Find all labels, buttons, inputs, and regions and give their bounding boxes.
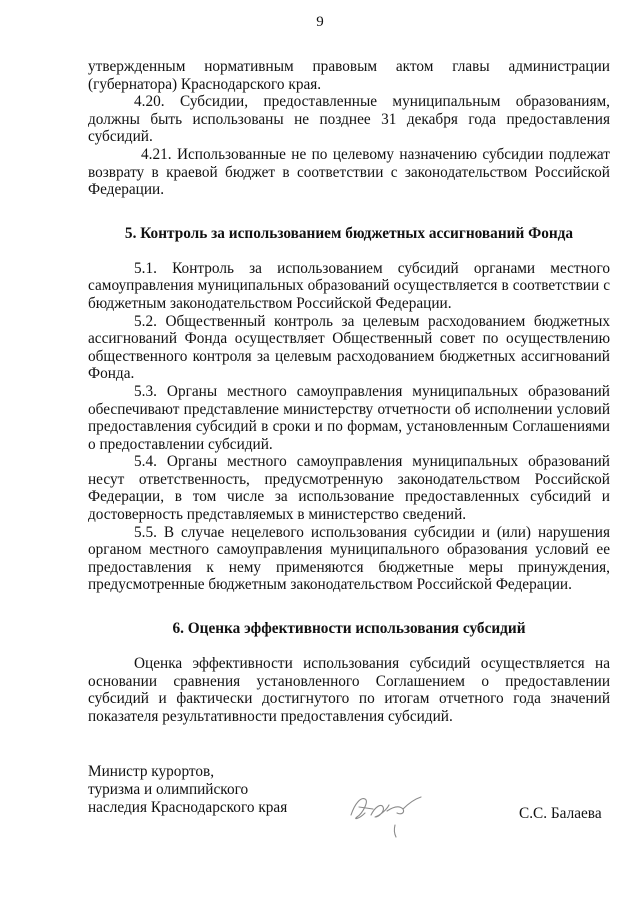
paragraph-5-2: 5.2. Общественный контроль за целевым расходованием бюджетных ассигнований Фонда осуществляет Общественный совет по осуществлению общественного контроля за целевым расходованием бюджетных ассигнований Фонда. [88,312,610,383]
document-body [88,58,610,725]
paragraph-6: Оценка эффективности использования субсидий осуществляется на основании сравнения установленного Соглашением о предоставлении субсидий и фактически достигнутого по итогам отчетного года значений показателя результативности предоставления субсидий. [88,655,610,725]
handwritten-signature [345,785,435,840]
signatory-position-line: Министр курортов, [88,763,215,780]
signatory-position [88,763,287,817]
section-5-title: 5. Контроль за использованием бюджетных ассигнований Фонда [124,224,574,242]
paragraph-5-4: 5.4. Органы местного самоуправления муниципальных образований несут ответственность, предусмотренную законодательством Российской Федерации, в том числе за использование предоставленных субсидий и достоверность представляемых в министерство сведений. [88,453,610,524]
paragraph-5-5: 5.5. В случае нецелевого использования субсидии и (или) нарушения органом местного самоуправления муниципального образования условий ее предоставления к нему применяются бюджетные меры принуждения, предусмотренные бюджетным законодательством Российской Федерации. [88,523,610,594]
section-6-title: 6. Оценка эффективности использования субсидий [172,620,526,638]
paragraph-4-20: 4.20. Субсидии, предоставленные муниципальным образованиям, должны быть использованы не позднее 31 декабря года предоставления субсидий. [88,93,610,146]
signatory-position-line: наследия Краснодарского края [88,799,288,816]
paragraph-5-1: 5.1. Контроль за использованием субсидий органами местного самоуправления муниципальных образований осуществляется в соответствии с бюджетным законодательством Российской Федерации. [88,259,610,312]
signatory-position-line: туризма и олимпийского [88,781,249,798]
paragraph-4-21: 4.21. Использованные не по целевому назначению субсидии подлежат возврату в краевой бюджет в соответствии с законодательством Российской Федерации. [88,145,610,199]
paragraph-continuation: утвержденным нормативным правовым актом главы администрации (губернатора) Краснодарского края. [88,58,610,93]
signatory-name: С.С. Балаева [519,805,602,822]
page-number: 9 [316,14,324,30]
paragraph-5-3: 5.3. Органы местного самоуправления муниципальных образований обеспечивают представление министерству отчетности об исполнении условий предоставления субсидий в сроки и по формам, установленным Соглашениями о предоставлении субсидий. [88,382,610,453]
